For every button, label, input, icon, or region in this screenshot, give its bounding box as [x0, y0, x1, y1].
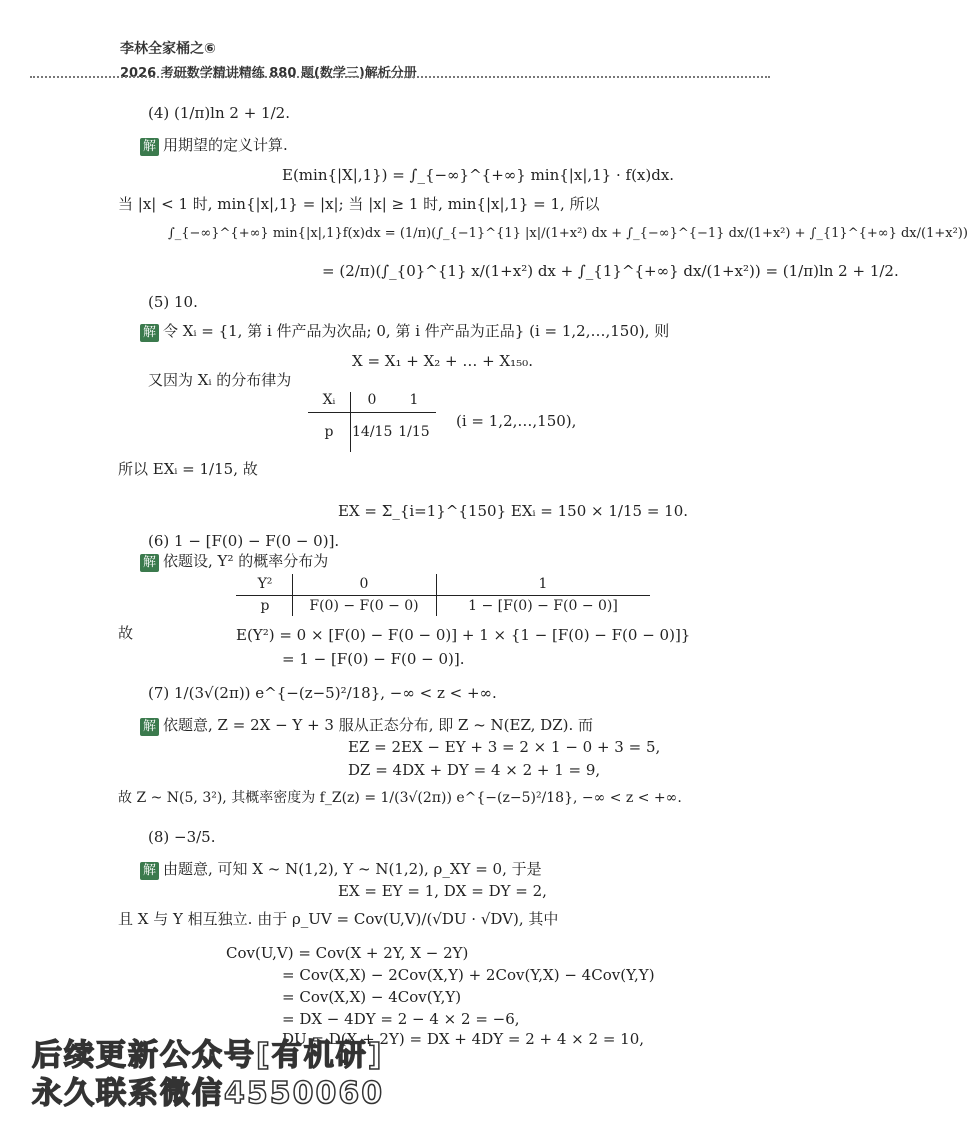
formula-line: = Cov(X,X) − 4Cov(Y,Y)	[282, 988, 462, 1006]
text-line: (i = 1,2,…,150),	[456, 412, 577, 430]
solution-4-intro: 解 用期望的定义计算.	[140, 136, 288, 156]
formula-line: = (2/π)(∫_{0}^{1} x/(1+x²) dx + ∫_{1}^{+∞} dx/(1+x²)) = (1/π)ln 2 + 1/2.	[322, 262, 899, 280]
formula-line: EX = EY = 1, DX = DY = 2,	[338, 882, 547, 900]
solution-8-intro: 解 由题意, 可知 X ~ N(1,2), Y ~ N(1,2), ρ_XY = 0, 于是	[140, 860, 542, 880]
formula-line: EZ = 2EX − EY + 3 = 2 × 1 − 0 + 3 = 5,	[348, 738, 661, 756]
formula-line: = Cov(X,X) − 2Cov(X,Y) + 2Cov(Y,X) − 4Cov(Y,Y)	[282, 966, 655, 984]
formula-line: DZ = 4DX + DY = 4 × 2 + 1 = 9,	[348, 761, 601, 779]
formula-line: X = X₁ + X₂ + … + X₁₅₀.	[352, 352, 533, 370]
answer-6: (6) 1 − [F(0) − F(0 − 0)].	[148, 532, 340, 550]
text-line: 又因为 Xᵢ 的分布律为	[148, 371, 292, 389]
text-line: 且 X 与 Y 相互独立. 由于 ρ_UV = Cov(U,V)/(√DU · √DV), 其中	[118, 910, 559, 928]
solution-badge: 解	[140, 862, 159, 880]
solution-badge: 解	[140, 138, 159, 156]
formula-line: E(min{|X|,1}) = ∫_{−∞}^{+∞} min{|x|,1} · f(x)dx.	[282, 166, 675, 184]
answer-4: (4) (1/π)ln 2 + 1/2.	[148, 104, 290, 122]
page-header	[120, 38, 417, 81]
solution-7-intro: 解 依题意, Z = 2X − Y + 3 服从正态分布, 即 Z ~ N(EZ, DZ). 而	[140, 716, 593, 736]
header-divider	[30, 76, 770, 78]
formula-line: ∫_{−∞}^{+∞} min{|x|,1}f(x)dx = (1/π)(∫_{−1}^{1} |x|/(1+x²) dx + ∫_{−∞}^{−1} dx/(1+x²) + ∫_{1}^{+∞} dx/(1+x²))	[168, 226, 968, 241]
formula-line: = 1 − [F(0) − F(0 − 0)].	[282, 650, 465, 668]
formula-line: EX = Σ_{i=1}^{150} EXᵢ = 150 × 1/15 = 10.	[338, 502, 689, 520]
answer-5: (5) 10.	[148, 293, 198, 311]
formula-line: = DX − 4DY = 2 − 4 × 2 = −6,	[282, 1010, 520, 1028]
formula-line: DU = D(X + 2Y) = DX + 4DY = 2 + 4 × 2 = 10,	[282, 1030, 645, 1048]
text-line: 故 Z ~ N(5, 3²), 其概率密度为 f_Z(z) = 1/(3√(2π)) e^{−(z−5)²/18}, −∞ < z < +∞.	[118, 790, 682, 806]
answer-8: (8) −3/5.	[148, 828, 216, 846]
formula-line: Cov(U,V) = Cov(X + 2Y, X − 2Y)	[226, 944, 469, 962]
text-line: 所以 EXᵢ = 1/15, 故	[118, 460, 258, 478]
watermark-line-1: 后续更新公众号[有机研]	[32, 1038, 384, 1073]
series-title: 李林全家桶之⑥	[120, 41, 216, 57]
text-line: 当 |x| < 1 时, min{|x|,1} = |x|; 当 |x| ≥ 1 时, min{|x|,1} = 1, 所以	[118, 195, 600, 213]
solution-5-intro: 解 令 Xᵢ = {1, 第 i 件产品为次品; 0, 第 i 件产品为正品} (i = 1,2,…,150), 则	[140, 322, 669, 342]
solution-badge: 解	[140, 324, 159, 342]
watermark-line-2: 永久联系微信4550060	[32, 1076, 385, 1111]
solution-6-intro: 解 依题设, Y² 的概率分布为	[140, 552, 328, 572]
answer-7: (7) 1/(3√(2π)) e^{−(z−5)²/18}, −∞ < z < +∞.	[148, 684, 497, 702]
formula-line: E(Y²) = 0 × [F(0) − F(0 − 0)] + 1 × {1 − [F(0) − F(0 − 0)]}	[236, 626, 691, 644]
solution-badge: 解	[140, 554, 159, 572]
text-line: 故	[118, 624, 134, 642]
solution-badge: 解	[140, 718, 159, 736]
book-title: 2026 考研数学精讲精练 880 题(数学三)解析分册	[120, 66, 417, 81]
